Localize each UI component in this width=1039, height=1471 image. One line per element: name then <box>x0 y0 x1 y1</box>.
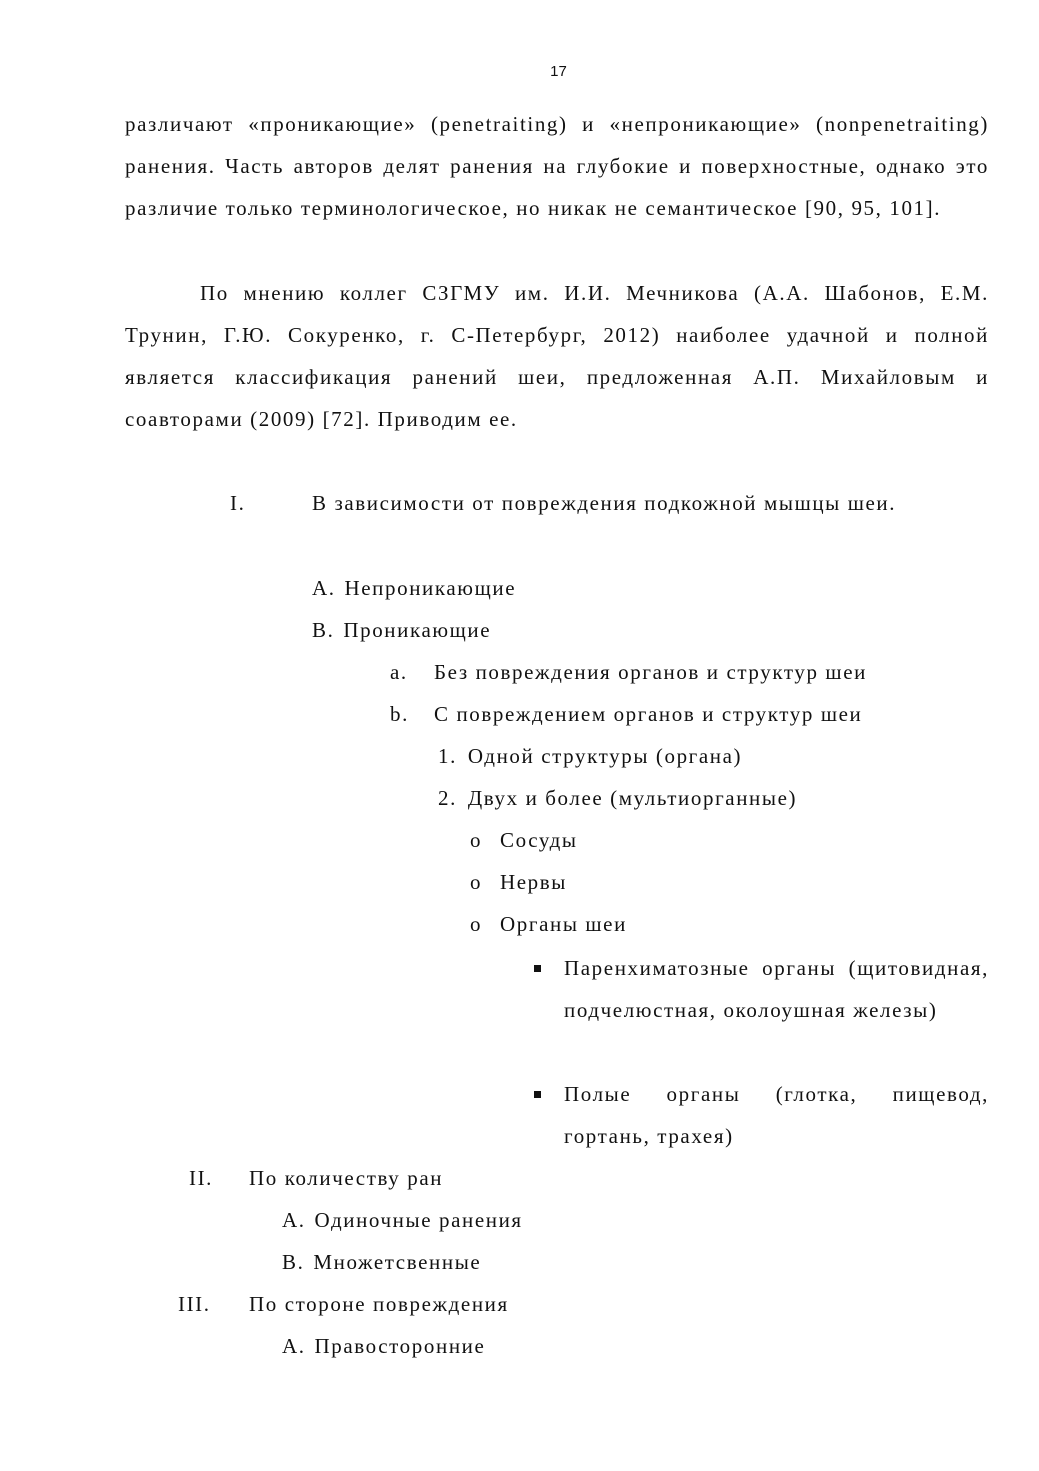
list-item-text: Без повреждения органов и структур шеи <box>434 660 867 684</box>
square-item-parenchymal: Паренхиматозные органы (щитовидная, подчелюстная, околоушная железы) <box>564 956 989 1022</box>
list-item-text: Одиночные ранения <box>314 1208 523 1232</box>
subitem-b <box>390 693 862 735</box>
section-i-marker: I. <box>230 491 246 515</box>
list-item-text: Проникающие <box>343 618 492 642</box>
paragraph-2: По мнению коллег СЗГМУ им. И.И. Мечникова (А.А. Шабонов, Е.М. Трунин, Г.Ю. Сокуренко, г. С-Петербург, 2012) наиболее удачной и полной является классификация ранений шеи, предложенная А.П. Михайловым и соавторами (2009) [72]. Приводим ее. <box>125 281 989 431</box>
circle-bullet-icon: o <box>470 870 483 894</box>
section-ii-marker: II. <box>189 1166 214 1190</box>
list-item-text: Двух и более (мультиорганные) <box>467 786 798 810</box>
section-iii-item-a <box>282 1325 485 1367</box>
section-iii-heading: По стороне повреждения <box>249 1292 509 1316</box>
list-marker: B. <box>312 618 335 642</box>
list-item-text: Множетсвенные <box>313 1250 482 1274</box>
square-bullet-icon <box>534 965 541 972</box>
numbered-item-1 <box>438 735 742 777</box>
circle-item-organs <box>470 903 627 945</box>
list-marker: 2. <box>438 786 457 810</box>
circle-bullet-icon: o <box>470 912 483 936</box>
circle-item-nerves <box>470 861 567 903</box>
section-i-heading: В зависимости от повреждения подкожной мышцы шеи. <box>312 491 897 515</box>
subitem-a <box>390 651 867 693</box>
list-item-text: Одной структуры (органа) <box>467 744 743 768</box>
circle-item-vessels <box>470 819 578 861</box>
section-ii-heading: По количеству ран <box>249 1166 444 1190</box>
list-marker: A. <box>282 1334 306 1358</box>
list-marker: 1. <box>438 744 457 768</box>
list-marker: A. <box>312 576 336 600</box>
list-item-text: Непроникающие <box>344 576 517 600</box>
square-bullet-icon <box>534 1091 541 1098</box>
page-number: 17 <box>550 63 567 80</box>
list-marker: b. <box>390 702 409 726</box>
list-item-text: С повреждением органов и структур шеи <box>434 702 863 726</box>
list-marker: B. <box>282 1250 305 1274</box>
section-ii-item-a <box>282 1199 523 1241</box>
list-item-text: Органы шеи <box>500 912 627 936</box>
list-item-text: Сосуды <box>500 828 578 852</box>
list-item-text: Нервы <box>500 870 568 894</box>
section-i-item-b <box>312 609 491 651</box>
list-marker: A. <box>282 1208 306 1232</box>
square-item-hollow: Полые органы (глотка, пищевод, гортань, трахея) <box>564 1082 989 1148</box>
list-marker: a. <box>390 660 408 684</box>
circle-bullet-icon: o <box>470 828 483 852</box>
section-i-item-a <box>312 567 516 609</box>
section-ii-item-b <box>282 1241 481 1283</box>
section-iii-marker: III. <box>178 1292 211 1316</box>
numbered-item-2 <box>438 777 797 819</box>
paragraph-1: различают «проникающие» (penetraiting) и «непроникающие» (nonpenetraiting) ранения. Часть авторов делят ранения на глубокие и поверхностные, однако это различие только терминологическое, но никак не семантическое [90, 95, 101]. <box>125 112 989 220</box>
list-item-text: Правосторонние <box>314 1334 486 1358</box>
